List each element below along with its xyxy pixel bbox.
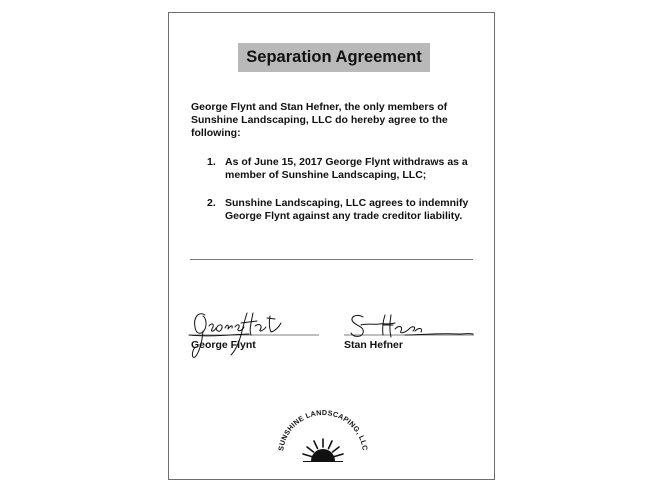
signature-stan-hefner <box>351 315 473 337</box>
sun-icon <box>303 439 343 462</box>
signature-name-stan: Stan Hefner <box>344 339 403 351</box>
signature-name-george: George Flynt <box>191 339 256 351</box>
document-page <box>168 12 495 480</box>
intro-paragraph: George Flynt and Stan Hefner, the only members of Sunshine Landscaping, LLC do hereby agree to the following: <box>191 101 448 139</box>
list-item-text: As of June 15, 2017 George Flynt withdraws as a member of Sunshine Landscaping, LLC; <box>225 156 468 181</box>
company-logo <box>273 403 373 465</box>
list-item-number: 2. <box>207 197 216 209</box>
logo-text-path: SUNSHINE LANDSCAPING, LLC <box>276 407 370 452</box>
list-item-number: 1. <box>207 156 216 168</box>
list-item-text: Sunshine Landscaping, LLC agrees to indemnify George Flynt against any trade creditor liability. <box>225 197 469 222</box>
document-title-text: Separation Agreement <box>246 48 422 66</box>
